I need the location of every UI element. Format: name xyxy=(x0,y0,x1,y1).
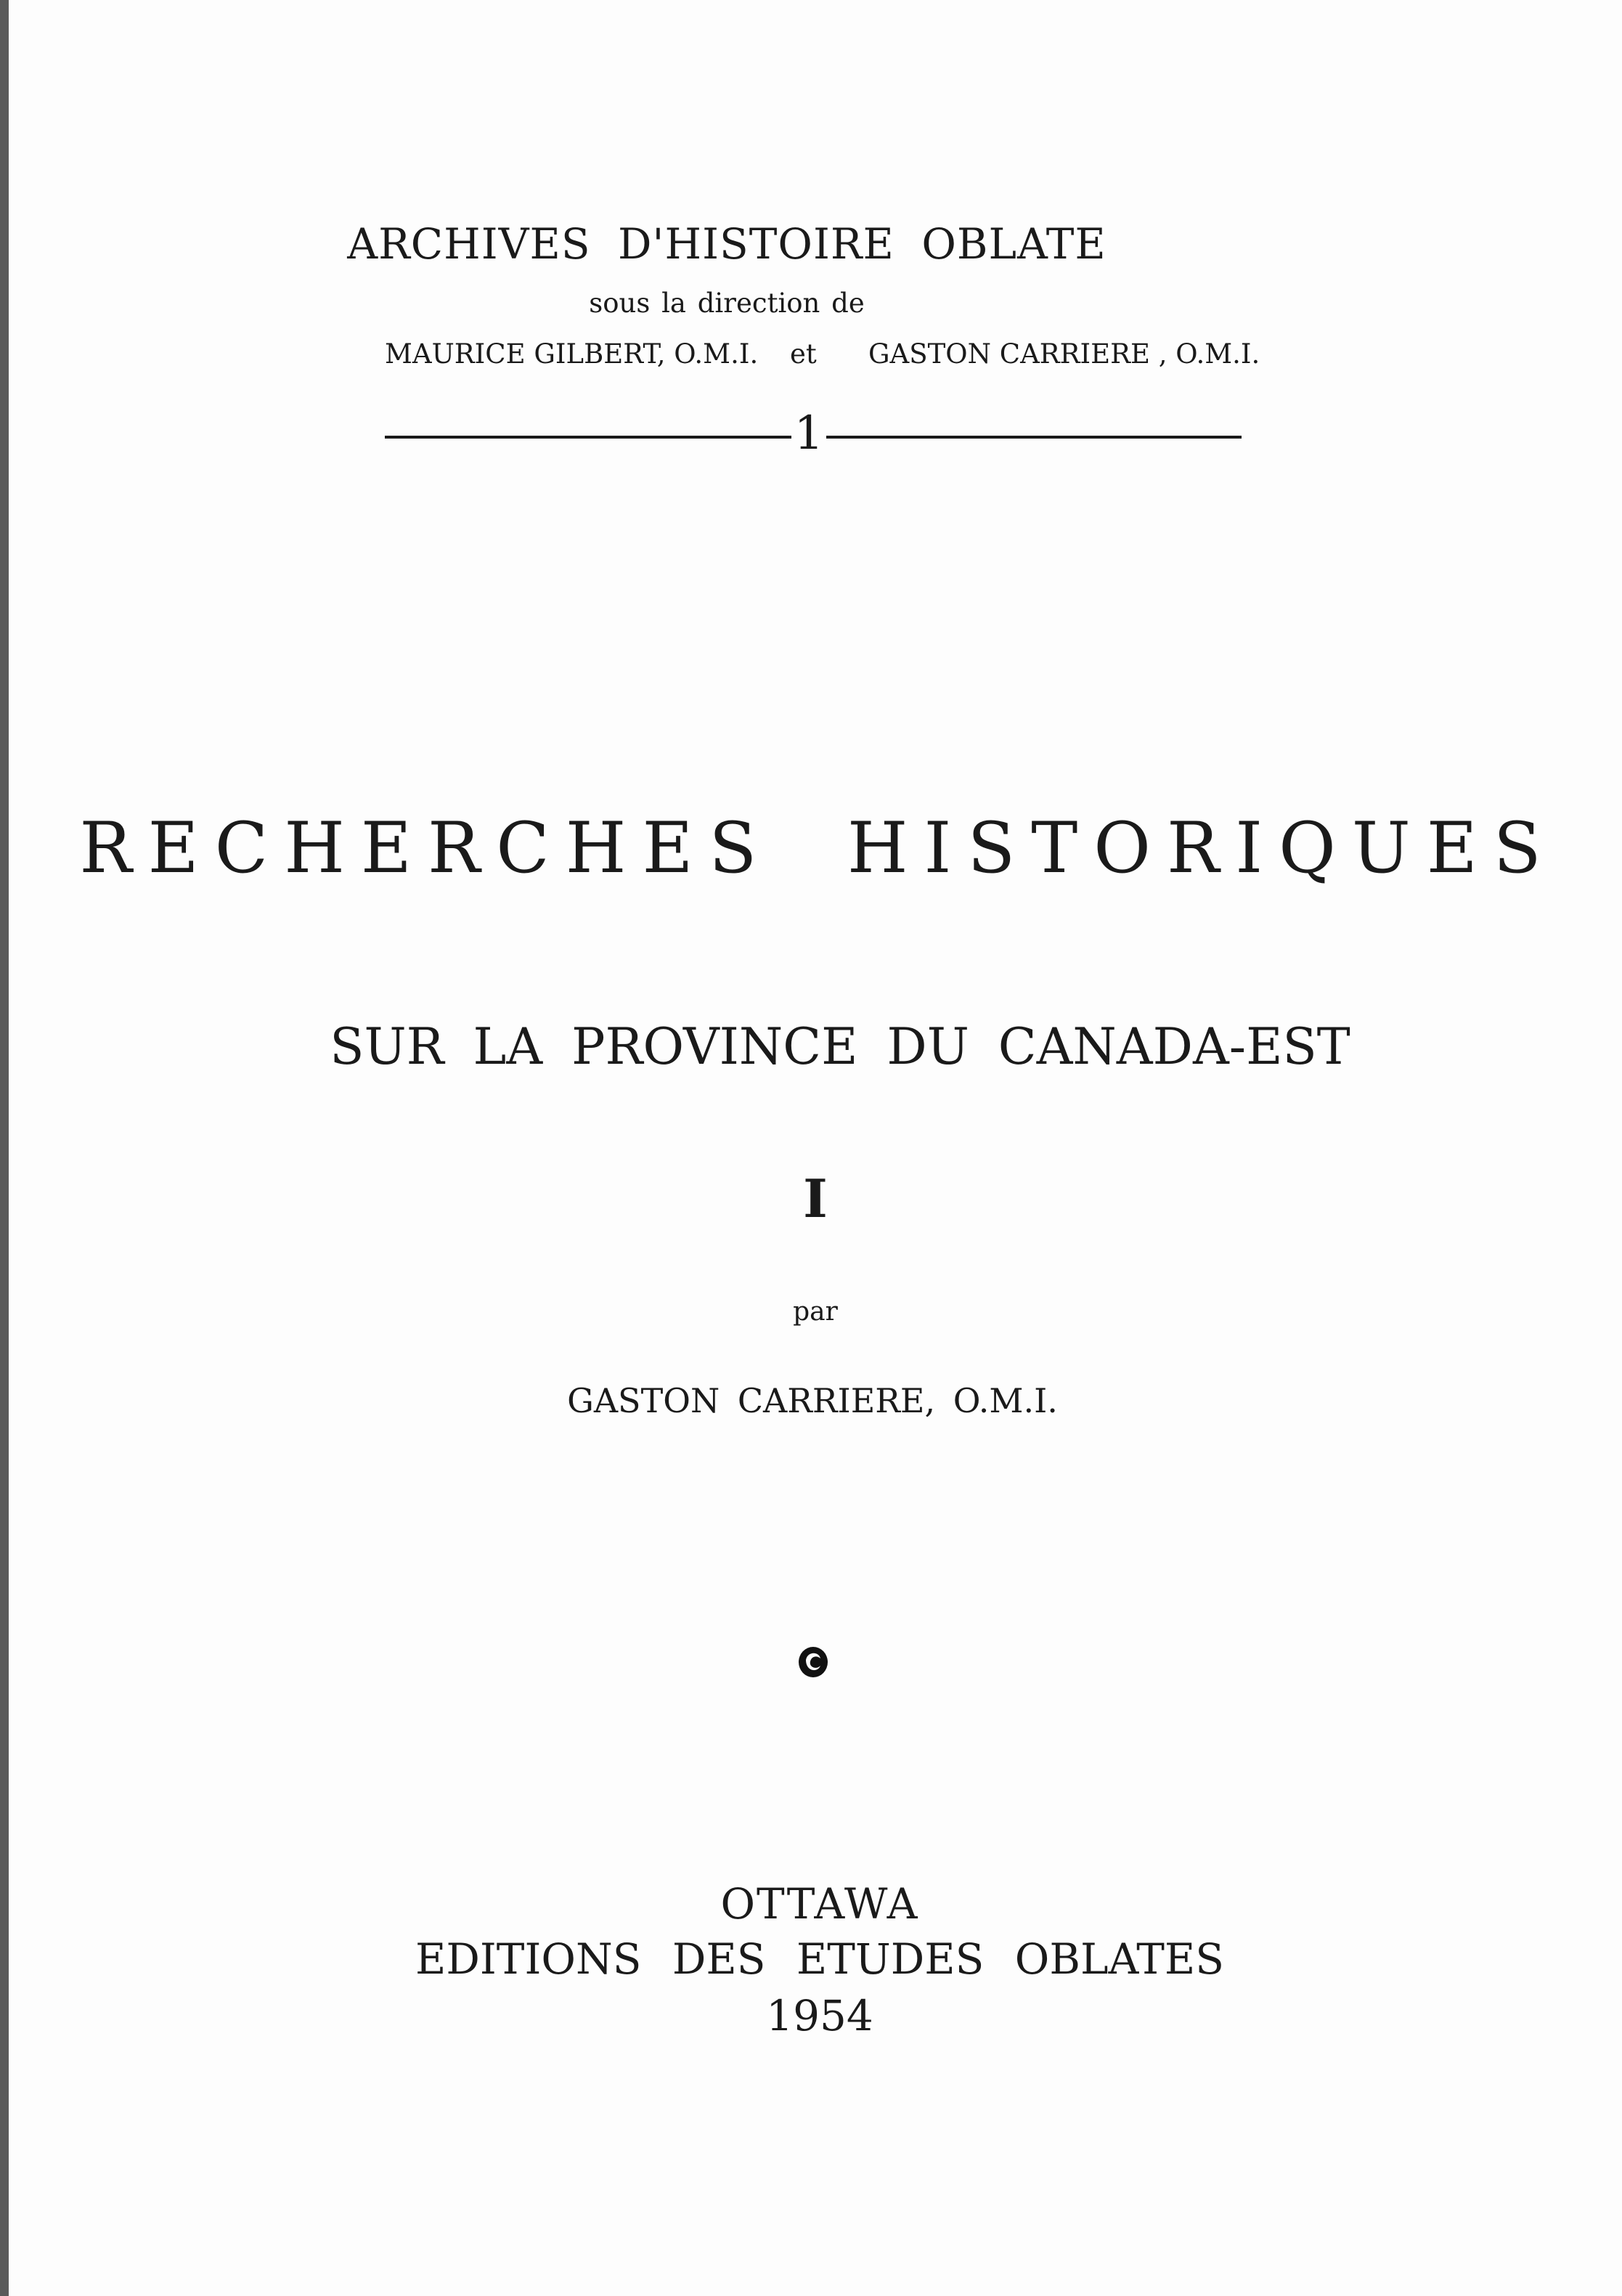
series-number: 1 xyxy=(794,407,824,460)
page-left-edge xyxy=(0,0,9,2296)
series-editors xyxy=(385,338,1260,375)
series-rule-right xyxy=(826,436,1242,439)
oblate-emblem-icon xyxy=(796,1642,831,1680)
imprint-publisher: EDITIONS DES ETUDES OBLATES xyxy=(415,1934,1224,1984)
editor-1: MAURICE GILBERT, O.M.I. xyxy=(385,338,759,370)
series-rule-left xyxy=(385,436,791,439)
editor-2: GASTON CARRIERE , O.M.I. xyxy=(868,338,1260,370)
series-direction-label: sous la direction de xyxy=(589,288,865,319)
book-subtitle: SUR LA PROVINCE DU CANADA-EST xyxy=(330,1018,1350,1076)
imprint-city: OTTAWA xyxy=(720,1879,919,1929)
series-title: ARCHIVES D'HISTOIRE OBLATE xyxy=(347,219,1107,269)
editors-conjunction: et xyxy=(790,338,817,370)
imprint-year: 1954 xyxy=(766,1991,873,2040)
volume-number: I xyxy=(803,1168,828,1229)
by-label: par xyxy=(793,1297,838,1327)
book-title: RECHERCHES HISTORIQUES xyxy=(79,807,1557,889)
author-name: GASTON CARRIERE, O.M.I. xyxy=(567,1381,1058,1420)
